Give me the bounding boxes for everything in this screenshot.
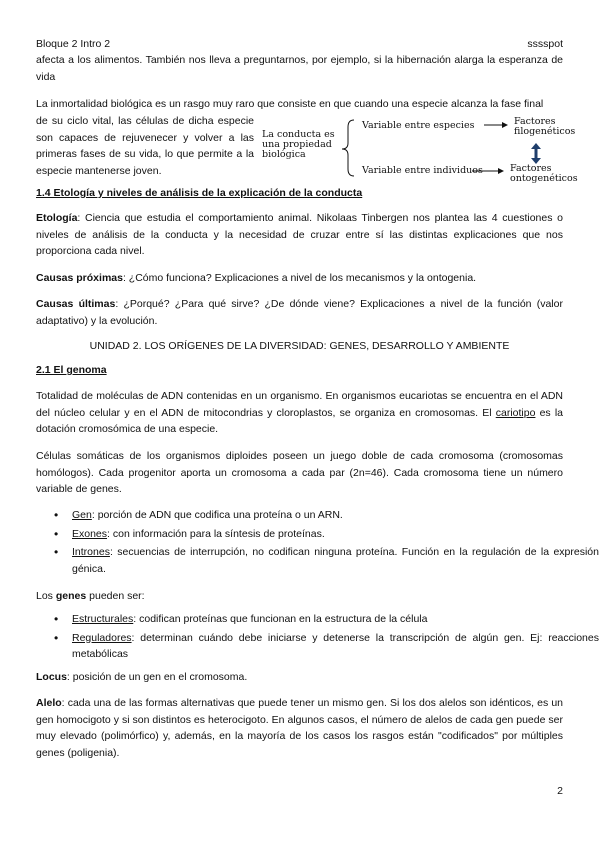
paragraph-causas-ultimas bbox=[36, 296, 563, 329]
header-title: Bloque 2 Intro 2 bbox=[36, 38, 111, 50]
paragraph-inmortalidad-rest: de su ciclo vital, las células de dicha especie son capaces de rejuvenecer y volver a las primeras fases de su vida, lo que permite a la especie mantenerse joven. bbox=[36, 115, 254, 177]
causas-proximas-text: : ¿Cómo funciona? Explicaciones a nivel de los mecanismos y la ontogenia. bbox=[122, 272, 477, 284]
paragraph-locus bbox=[36, 669, 563, 686]
genes-intro-c: pueden ser: bbox=[86, 590, 145, 602]
list-item bbox=[72, 611, 599, 628]
paragraph-genoma bbox=[36, 388, 563, 438]
term-causas-ultimas: Causas últimas bbox=[36, 298, 116, 310]
diagram-left-label: La conducta es una propiedad biológica bbox=[262, 129, 335, 160]
paragraph-alelo bbox=[36, 695, 563, 761]
term-cariotipo: cariotipo bbox=[495, 406, 536, 419]
list-item bbox=[72, 544, 599, 577]
paragraph-top bbox=[36, 52, 563, 85]
list-item bbox=[72, 630, 599, 663]
alelo-text: : cada una de las formas alternativas que puede tener un mismo gen. Si los dos alelos son idénticos, es un gen homocigoto y si son distintos es heterocigoto. En algunos casos, el número de alelos de cada gen puede ser muy elevado (polimórfico) y, además, en la mayoría de los casos los rasgos están "codificados" por múltiples genes (poligenia). bbox=[36, 697, 563, 759]
term-locus: Locus bbox=[36, 671, 67, 683]
paragraph-celulas: Células somáticas de los organismos diploides poseen un juego doble de cada cromosoma (cromosomas homólogos). Cada progenitor aporta un cromosoma a cada par (2n=46). Cada cromosoma tiene un número variable de genes. bbox=[36, 450, 563, 495]
list-item bbox=[72, 526, 599, 543]
double-arrow-top-head bbox=[531, 143, 541, 149]
arrow-top-head bbox=[502, 122, 508, 128]
diagram-bottom-label: Variable entre individuos bbox=[362, 165, 483, 176]
estructurales-text: : codifican proteínas que funcionan en la estructura de la célula bbox=[133, 613, 428, 625]
term-etologia: Etología bbox=[36, 212, 78, 224]
term-intrones: Intrones bbox=[72, 546, 110, 558]
diagram-top-result: Factores filogenéticos bbox=[514, 116, 576, 137]
intrones-text: : secuencias de interrupción, no codifican ninguna proteína. Función en la regulación de la expresión génica. bbox=[72, 546, 599, 575]
term-estructurales: Estructurales bbox=[72, 613, 134, 625]
list-item bbox=[72, 507, 599, 524]
term-gen: Gen bbox=[72, 509, 92, 521]
genoma-text-b: es la dotación cromosómica de una especie. bbox=[36, 406, 563, 435]
term-alelo: Alelo bbox=[36, 697, 62, 709]
gene-types-list bbox=[36, 611, 599, 665]
reguladores-text: : determinan cuándo debe iniciarse y detenerse la transcripción de algún gen. Ej: reacciones metabólicas bbox=[72, 631, 599, 660]
heading-2-1: 2.1 El genoma bbox=[36, 364, 107, 376]
gen-text: : porción de ADN que codifica una proteína o un ARN. bbox=[91, 509, 343, 521]
heading-1-4: 1.4 Etología y niveles de análisis de la explicación de la conducta bbox=[36, 187, 363, 199]
term-causas-proximas: Causas próximas bbox=[36, 272, 123, 284]
etologia-text: : Ciencia que estudia el comportamiento animal. Nikolaas Tinbergen nos plantea las 4 cuestiones o niveles de análisis de la conducta y la necesidad de cruzar entre sí las distintas explicaciones que nos proporciona cada nivel. bbox=[36, 212, 563, 257]
diagram-bottom-result: Factores ontogenéticos bbox=[510, 163, 578, 184]
paragraph-top-text: afecta a los alimentos. También nos lleva a preguntarnos, por ejemplo, si la hibernación alarga la esperanza de vida bbox=[36, 54, 563, 83]
paragraph-etologia bbox=[36, 210, 563, 260]
term-exones: Exones bbox=[72, 527, 108, 540]
paragraph-inmortalidad-line1: La inmortalidad biológica es un rasgo muy raro que consiste en que cuando una especie alcanza la fase final bbox=[36, 98, 544, 110]
locus-text: : posición de un gen en el cromosoma. bbox=[66, 671, 248, 683]
paragraph-causas-proximas bbox=[36, 270, 563, 287]
conduct-diagram bbox=[262, 113, 578, 185]
paragraph-genes-intro bbox=[36, 588, 563, 605]
arrow-bottom-head bbox=[498, 168, 504, 174]
gene-parts-list bbox=[36, 507, 599, 579]
causas-ultimas-text: : ¿Porqué? ¿Para qué sirve? ¿De dónde viene? Explicaciones a nivel de la función (valor adaptativo) y la evolución. bbox=[36, 298, 563, 327]
unit-title: UNIDAD 2. LOS ORÍGENES DE LA DIVERSIDAD: GENES, DESARROLLO Y AMBIENTE bbox=[89, 340, 510, 352]
diagram-top-label: Variable entre especies bbox=[362, 120, 475, 131]
term-genes: genes bbox=[55, 590, 87, 602]
header-author: sssspot bbox=[527, 38, 563, 50]
term-reguladores: Reguladores bbox=[72, 631, 132, 644]
genoma-text-a: Totalidad de moléculas de ADN contenidas en un organismo. En organismos eucariotas se encuentra en el ADN del núcleo celular y en el ADN de mitocondrias y cloroplastos, se organiza en cromosomas. El bbox=[36, 390, 563, 419]
page-number: 2 bbox=[557, 785, 563, 797]
brace-shape bbox=[342, 120, 354, 176]
exones-text: : con información para la síntesis de proteínas. bbox=[107, 527, 325, 540]
genes-intro-a: Los bbox=[36, 590, 56, 602]
